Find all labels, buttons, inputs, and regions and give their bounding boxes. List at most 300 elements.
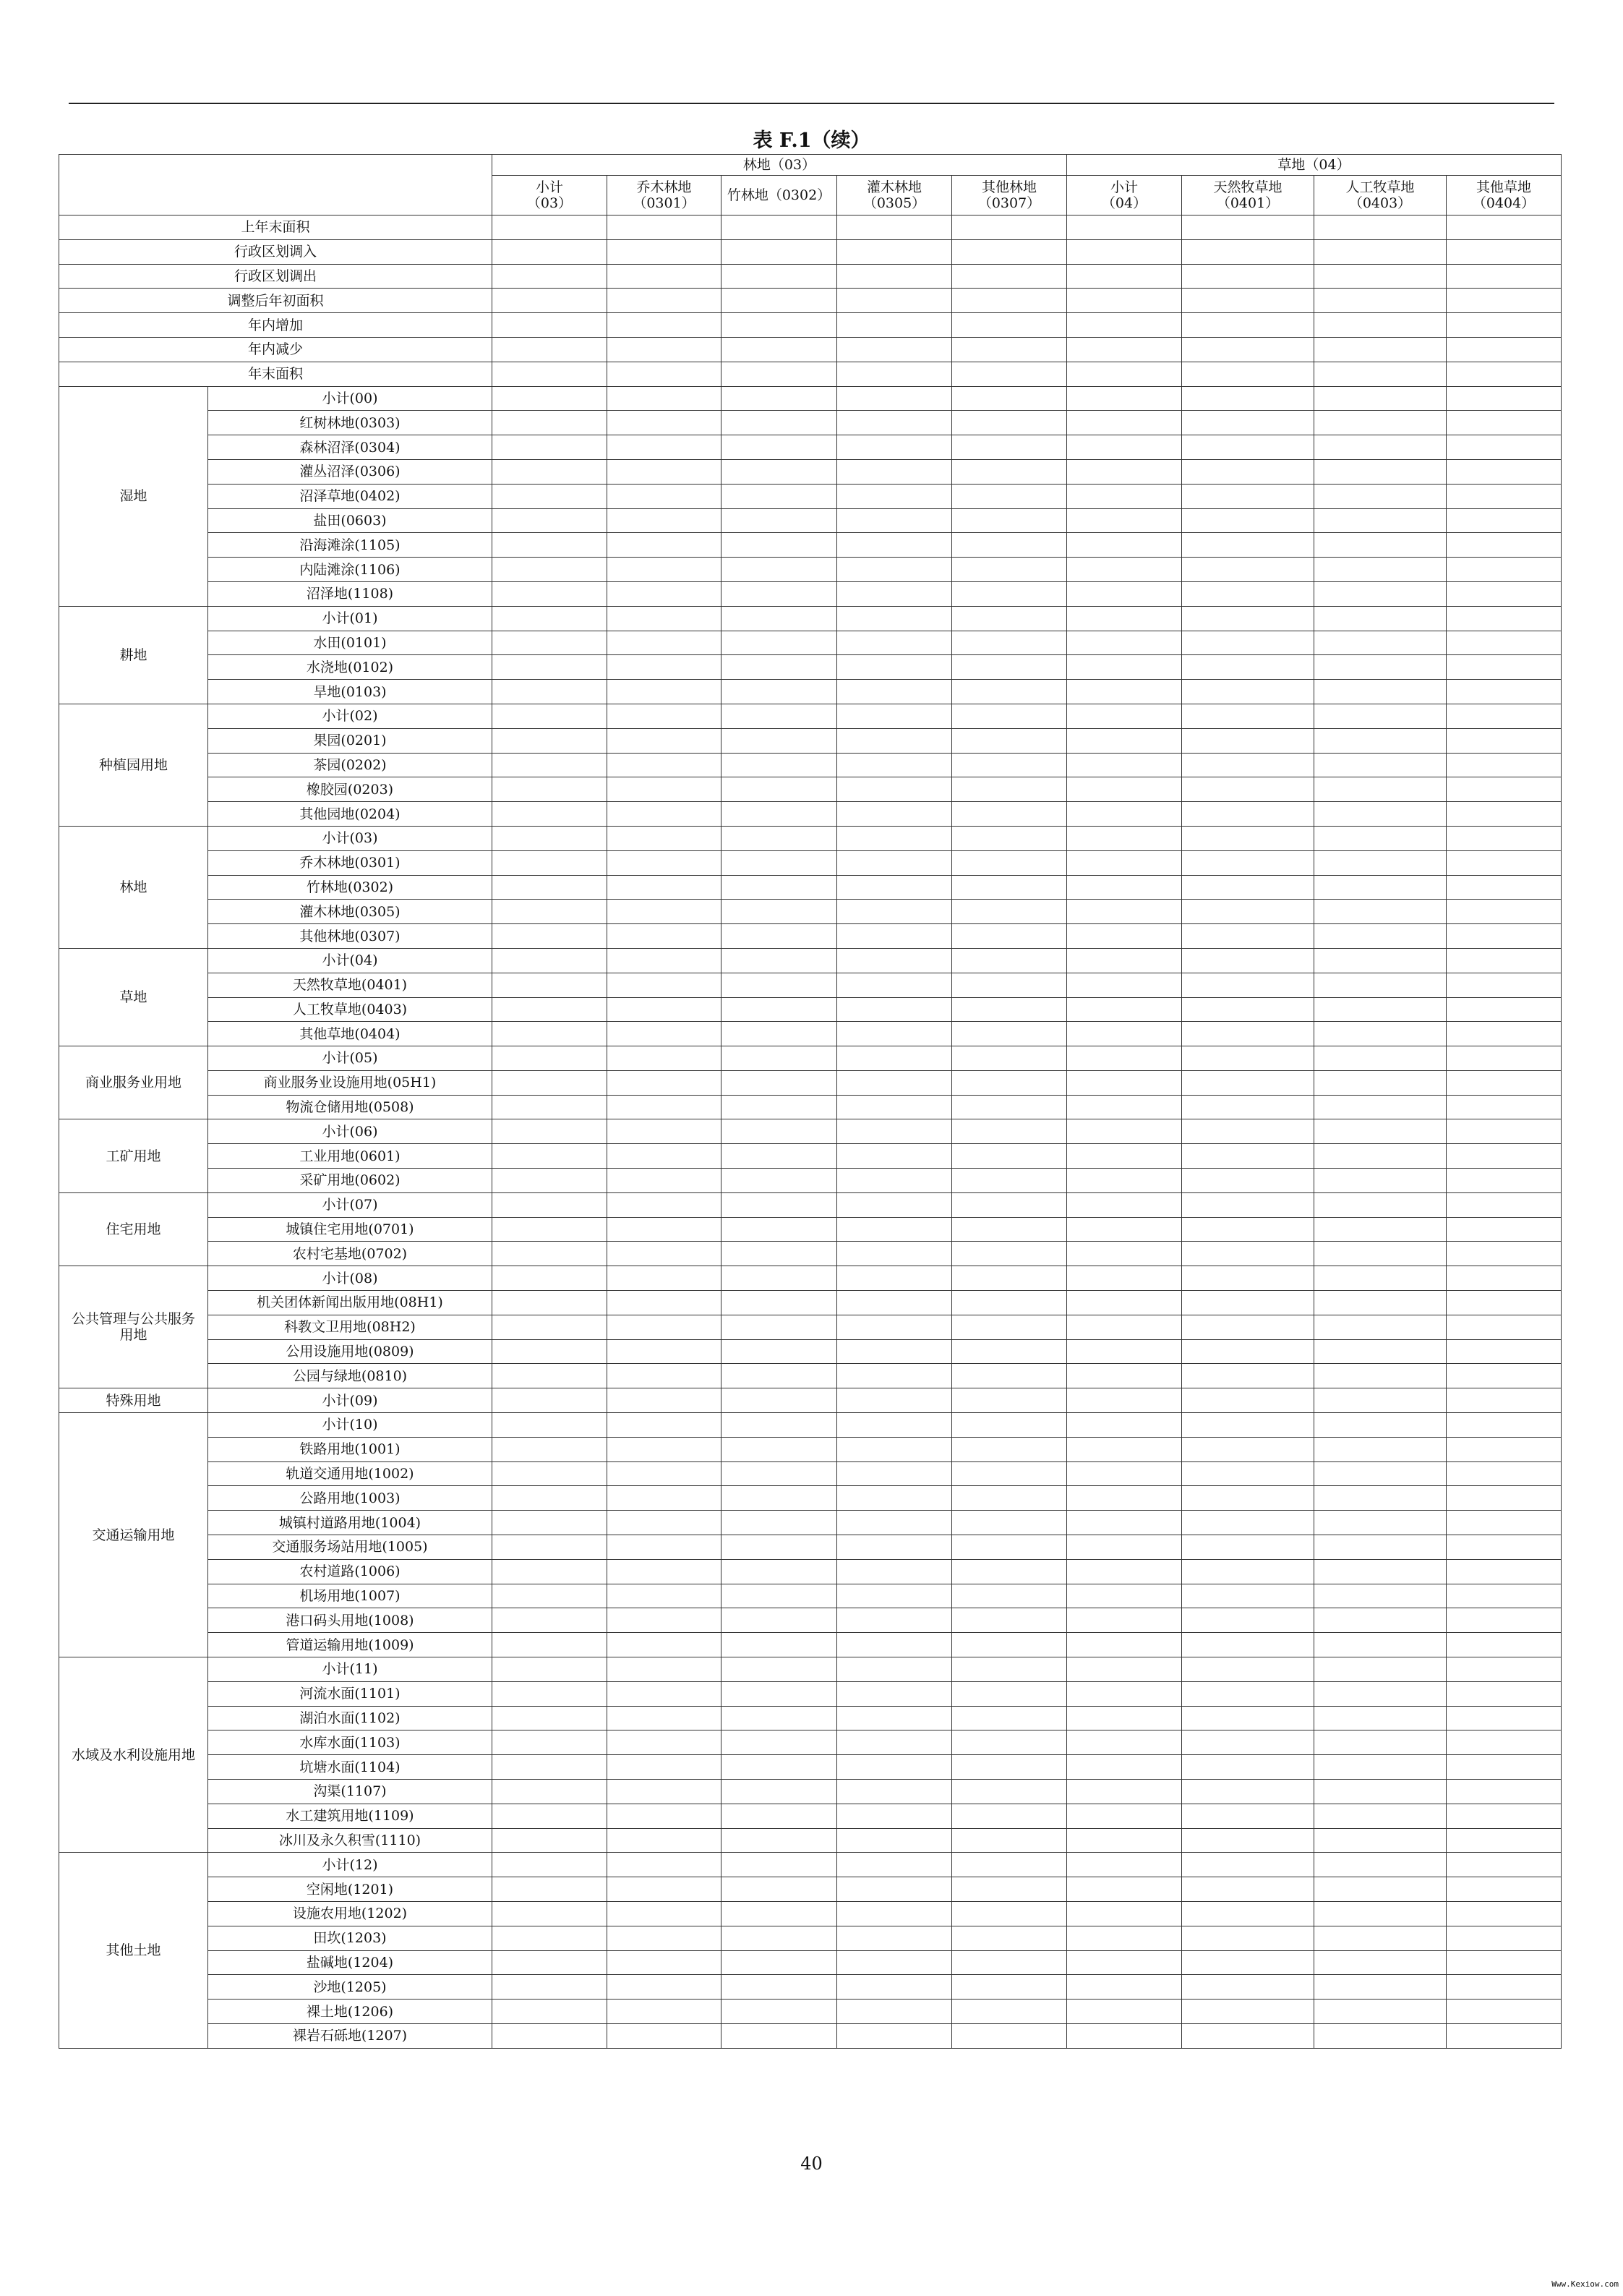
table-row	[59, 1535, 1562, 1560]
data-cell	[607, 1266, 721, 1291]
data-cell	[1447, 850, 1562, 875]
data-cell	[492, 1877, 607, 1902]
sub-item-label: 小计(04)	[208, 948, 492, 973]
data-cell	[952, 777, 1067, 802]
sub-item-label: 小计(06)	[208, 1119, 492, 1144]
sub-item-label: 铁路用地(1001)	[208, 1437, 492, 1461]
data-cell	[1314, 1217, 1447, 1242]
data-cell	[1447, 1437, 1562, 1461]
table-title: 表 F.1（续）	[753, 129, 870, 152]
data-cell	[1447, 1584, 1562, 1608]
data-cell	[1314, 1119, 1447, 1144]
data-cell	[952, 1242, 1067, 1266]
data-cell	[721, 655, 837, 680]
data-cell	[1447, 337, 1562, 362]
data-cell	[1314, 802, 1447, 827]
data-cell	[1314, 826, 1447, 850]
data-cell	[837, 533, 952, 558]
table-row	[59, 900, 1562, 924]
data-cell	[721, 239, 837, 264]
data-cell	[952, 289, 1067, 313]
data-cell	[1182, 1901, 1314, 1926]
table-row	[59, 1901, 1562, 1926]
data-cell	[721, 753, 837, 777]
column-header: 其他草地 （0404）	[1447, 176, 1562, 215]
data-cell	[1182, 1095, 1314, 1119]
data-cell	[837, 1926, 952, 1950]
data-cell	[607, 900, 721, 924]
data-cell	[1314, 558, 1447, 582]
data-cell	[492, 1095, 607, 1119]
table-row	[59, 1608, 1562, 1633]
data-cell	[1447, 1511, 1562, 1535]
data-cell	[607, 826, 721, 850]
data-cell	[607, 533, 721, 558]
data-cell	[952, 1437, 1067, 1461]
data-cell	[1447, 581, 1562, 606]
data-cell	[492, 1413, 607, 1438]
data-cell	[1182, 973, 1314, 997]
table-row	[59, 973, 1562, 997]
data-cell	[607, 1535, 721, 1560]
data-cell	[607, 1926, 721, 1950]
data-cell	[1447, 1315, 1562, 1339]
table-row	[59, 1192, 1562, 1217]
sub-item-label: 工业用地(0601)	[208, 1144, 492, 1169]
data-cell	[492, 1364, 607, 1388]
data-cell	[837, 704, 952, 728]
data-cell	[721, 508, 837, 533]
data-cell	[492, 606, 607, 631]
data-cell	[1314, 704, 1447, 728]
data-cell	[837, 362, 952, 386]
data-cell	[1314, 1266, 1447, 1291]
data-cell	[721, 1706, 837, 1730]
sub-item-label: 小计(12)	[208, 1853, 492, 1877]
data-cell	[837, 1169, 952, 1193]
data-cell	[721, 313, 837, 338]
sub-item-label: 城镇住宅用地(0701)	[208, 1217, 492, 1242]
data-cell	[1314, 631, 1447, 655]
data-cell	[1067, 948, 1182, 973]
data-cell	[492, 1584, 607, 1608]
column-header: 竹林地（0302）	[721, 176, 837, 215]
data-cell	[721, 533, 837, 558]
data-cell	[607, 777, 721, 802]
data-cell	[837, 1877, 952, 1902]
data-cell	[1314, 1437, 1447, 1461]
data-cell	[1447, 362, 1562, 386]
data-cell	[1447, 924, 1562, 949]
data-cell	[607, 1730, 721, 1755]
data-cell	[952, 1461, 1067, 1486]
data-cell	[1067, 1559, 1182, 1584]
data-cell	[1447, 606, 1562, 631]
data-cell	[1314, 1681, 1447, 1706]
sub-item-label: 河流水面(1101)	[208, 1681, 492, 1706]
land-use-table	[59, 154, 1562, 2049]
data-cell	[492, 362, 607, 386]
sub-item-label: 水田(0101)	[208, 631, 492, 655]
data-cell	[1067, 1730, 1182, 1755]
data-cell	[1314, 900, 1447, 924]
table-row	[59, 1217, 1562, 1242]
data-cell	[952, 1681, 1067, 1706]
category-label: 特殊用地	[59, 1388, 208, 1413]
data-cell	[1182, 850, 1314, 875]
data-cell	[837, 1657, 952, 1682]
data-cell	[1447, 753, 1562, 777]
data-cell	[952, 1511, 1067, 1535]
table-row	[59, 484, 1562, 508]
data-cell	[607, 1608, 721, 1633]
table-row	[59, 533, 1562, 558]
data-cell	[1067, 1950, 1182, 1975]
data-cell	[1067, 1486, 1182, 1511]
table-row	[59, 924, 1562, 949]
sub-item-label: 小计(09)	[208, 1388, 492, 1413]
data-cell	[492, 459, 607, 484]
sub-item-label: 设施农用地(1202)	[208, 1901, 492, 1926]
data-cell	[1182, 484, 1314, 508]
sub-item-label: 小计(03)	[208, 826, 492, 850]
sub-item-label: 城镇村道路用地(1004)	[208, 1511, 492, 1535]
table-row	[59, 1926, 1562, 1950]
sub-item-label: 灌丛沼泽(0306)	[208, 459, 492, 484]
data-cell	[1447, 1192, 1562, 1217]
data-cell	[837, 239, 952, 264]
data-cell	[492, 1144, 607, 1169]
table-row	[59, 728, 1562, 753]
data-cell	[721, 1339, 837, 1364]
data-cell	[1447, 508, 1562, 533]
data-cell	[1314, 1828, 1447, 1853]
data-cell	[837, 1437, 952, 1461]
data-cell	[837, 1242, 952, 1266]
data-cell	[1314, 948, 1447, 973]
data-cell	[607, 1975, 721, 2000]
data-cell	[721, 704, 837, 728]
data-cell	[721, 459, 837, 484]
data-cell	[837, 264, 952, 289]
data-cell	[952, 1828, 1067, 1853]
data-cell	[952, 558, 1067, 582]
data-cell	[1067, 362, 1182, 386]
column-header: 小计 （04）	[1067, 176, 1182, 215]
data-cell	[492, 2000, 607, 2024]
data-cell	[1447, 1461, 1562, 1486]
data-cell	[837, 1535, 952, 1560]
data-cell	[1067, 924, 1182, 949]
data-cell	[1314, 215, 1447, 240]
data-cell	[837, 753, 952, 777]
data-cell	[1447, 1657, 1562, 1682]
data-cell	[952, 215, 1067, 240]
data-cell	[1067, 1046, 1182, 1071]
data-cell	[1447, 459, 1562, 484]
sub-item-label: 红树林地(0303)	[208, 411, 492, 435]
data-cell	[607, 289, 721, 313]
data-cell	[837, 655, 952, 680]
sub-item-label: 交通服务场站用地(1005)	[208, 1535, 492, 1560]
data-cell	[492, 581, 607, 606]
data-cell	[607, 581, 721, 606]
data-cell	[1314, 1315, 1447, 1339]
sub-item-label: 沿海滩涂(1105)	[208, 533, 492, 558]
data-cell	[1067, 1608, 1182, 1633]
data-cell	[952, 1486, 1067, 1511]
sub-item-label: 沼泽地(1108)	[208, 581, 492, 606]
data-cell	[1067, 1755, 1182, 1780]
table-row	[59, 239, 1562, 264]
table-row	[59, 1022, 1562, 1046]
data-cell	[1314, 777, 1447, 802]
data-cell	[1067, 1388, 1182, 1413]
data-cell	[1447, 802, 1562, 827]
data-cell	[952, 484, 1067, 508]
table-row	[59, 289, 1562, 313]
data-cell	[1182, 606, 1314, 631]
table-row	[59, 435, 1562, 460]
sub-item-label: 竹林地(0302)	[208, 875, 492, 900]
data-cell	[721, 1315, 837, 1339]
data-cell	[1182, 1780, 1314, 1804]
data-cell	[1067, 1681, 1182, 1706]
data-cell	[607, 1804, 721, 1828]
data-cell	[607, 1780, 721, 1804]
data-cell	[607, 1584, 721, 1608]
data-cell	[721, 289, 837, 313]
table-row	[59, 386, 1562, 411]
data-cell	[1314, 753, 1447, 777]
data-cell	[837, 1608, 952, 1633]
data-cell	[1182, 1657, 1314, 1682]
data-cell	[1314, 1608, 1447, 1633]
data-cell	[837, 1192, 952, 1217]
data-cell	[492, 631, 607, 655]
data-cell	[1182, 1119, 1314, 1144]
sub-item-label: 公用设施用地(0809)	[208, 1339, 492, 1364]
data-cell	[492, 1657, 607, 1682]
data-cell	[837, 1975, 952, 2000]
data-cell	[607, 1388, 721, 1413]
data-cell	[721, 850, 837, 875]
data-cell	[1314, 239, 1447, 264]
data-cell	[1182, 1828, 1314, 1853]
data-cell	[1182, 753, 1314, 777]
data-cell	[492, 411, 607, 435]
data-cell	[1067, 1828, 1182, 1853]
data-cell	[837, 924, 952, 949]
table-row	[59, 1364, 1562, 1388]
data-cell	[1314, 1095, 1447, 1119]
data-cell	[1067, 777, 1182, 802]
table-row	[59, 558, 1562, 582]
data-cell	[1067, 581, 1182, 606]
table-row	[59, 850, 1562, 875]
table-row	[59, 777, 1562, 802]
data-cell	[721, 900, 837, 924]
data-cell	[607, 1461, 721, 1486]
data-cell	[492, 1608, 607, 1633]
data-cell	[837, 435, 952, 460]
data-cell	[607, 1364, 721, 1388]
table-row	[59, 1266, 1562, 1291]
data-cell	[1182, 1217, 1314, 1242]
data-cell	[492, 533, 607, 558]
data-cell	[1067, 1926, 1182, 1950]
table-row	[59, 753, 1562, 777]
data-cell	[607, 655, 721, 680]
data-cell	[721, 1853, 837, 1877]
data-cell	[837, 337, 952, 362]
sub-item-label: 沟渠(1107)	[208, 1780, 492, 1804]
sub-item-label: 小计(05)	[208, 1046, 492, 1071]
data-cell	[492, 997, 607, 1022]
data-cell	[837, 631, 952, 655]
data-cell	[1067, 655, 1182, 680]
data-cell	[1314, 1559, 1447, 1584]
data-cell	[492, 1046, 607, 1071]
data-cell	[721, 631, 837, 655]
table-row	[59, 1315, 1562, 1339]
data-cell	[952, 362, 1067, 386]
table-row	[59, 1559, 1562, 1584]
data-cell	[721, 1169, 837, 1193]
data-cell	[1447, 1413, 1562, 1438]
data-cell	[1447, 1291, 1562, 1315]
sub-item-label: 人工牧草地(0403)	[208, 997, 492, 1022]
sub-item-label: 旱地(0103)	[208, 680, 492, 704]
sub-item-label: 湖泊水面(1102)	[208, 1706, 492, 1730]
data-cell	[492, 875, 607, 900]
data-cell	[1182, 1364, 1314, 1388]
data-cell	[1182, 875, 1314, 900]
data-cell	[1447, 1144, 1562, 1169]
data-cell	[1067, 997, 1182, 1022]
data-cell	[1314, 581, 1447, 606]
data-cell	[607, 948, 721, 973]
sub-item-label: 采矿用地(0602)	[208, 1169, 492, 1193]
data-cell	[607, 1828, 721, 1853]
data-cell	[607, 1046, 721, 1071]
data-cell	[952, 1388, 1067, 1413]
data-cell	[837, 459, 952, 484]
category-label: 商业服务业用地	[59, 1046, 208, 1119]
data-cell	[837, 1633, 952, 1657]
category-label: 其他土地	[59, 1853, 208, 2048]
data-cell	[837, 1901, 952, 1926]
data-cell	[1182, 362, 1314, 386]
data-cell	[721, 264, 837, 289]
data-cell	[1447, 826, 1562, 850]
sub-item-label: 其他草地(0404)	[208, 1022, 492, 1046]
data-cell	[492, 1853, 607, 1877]
data-cell	[1067, 1584, 1182, 1608]
sub-item-label: 果园(0201)	[208, 728, 492, 753]
sub-item-label: 轨道交通用地(1002)	[208, 1461, 492, 1486]
data-cell	[1067, 1070, 1182, 1095]
data-cell	[1067, 411, 1182, 435]
data-cell	[837, 1388, 952, 1413]
data-cell	[607, 1315, 721, 1339]
data-cell	[607, 973, 721, 997]
table-row	[59, 655, 1562, 680]
data-cell	[607, 997, 721, 1022]
data-cell	[952, 459, 1067, 484]
data-cell	[1314, 411, 1447, 435]
data-cell	[1314, 362, 1447, 386]
data-cell	[1447, 1339, 1562, 1364]
data-cell	[1314, 655, 1447, 680]
data-cell	[607, 1755, 721, 1780]
data-cell	[952, 826, 1067, 850]
data-cell	[721, 386, 837, 411]
data-cell	[1314, 1169, 1447, 1193]
data-cell	[952, 1877, 1067, 1902]
data-cell	[492, 850, 607, 875]
data-cell	[837, 581, 952, 606]
table-row	[59, 2023, 1562, 2048]
sub-item-label: 物流仓储用地(0508)	[208, 1095, 492, 1119]
data-cell	[1067, 1119, 1182, 1144]
data-cell	[721, 435, 837, 460]
data-cell	[607, 924, 721, 949]
data-cell	[1447, 1901, 1562, 1926]
sub-item-label: 其他林地(0307)	[208, 924, 492, 949]
data-cell	[1447, 1266, 1562, 1291]
table-row	[59, 997, 1562, 1022]
data-cell	[607, 875, 721, 900]
data-cell	[1447, 1828, 1562, 1853]
data-cell	[1447, 1119, 1562, 1144]
column-header: 天然牧草地 （0401）	[1182, 176, 1314, 215]
table-row	[59, 1828, 1562, 1853]
data-cell	[1314, 1364, 1447, 1388]
data-cell	[607, 1070, 721, 1095]
data-cell	[1314, 1461, 1447, 1486]
data-cell	[1314, 1144, 1447, 1169]
data-cell	[837, 826, 952, 850]
data-cell	[1067, 680, 1182, 704]
data-cell	[492, 1119, 607, 1144]
data-cell	[1447, 631, 1562, 655]
table-row	[59, 1706, 1562, 1730]
data-cell	[1067, 826, 1182, 850]
category-label: 林地	[59, 826, 208, 948]
data-cell	[607, 484, 721, 508]
data-cell	[1447, 386, 1562, 411]
data-cell	[1067, 606, 1182, 631]
data-cell	[952, 386, 1067, 411]
data-cell	[1182, 1975, 1314, 2000]
data-cell	[721, 337, 837, 362]
data-cell	[837, 1461, 952, 1486]
data-cell	[837, 728, 952, 753]
data-cell	[1447, 1780, 1562, 1804]
data-cell	[721, 948, 837, 973]
sub-item-label: 小计(01)	[208, 606, 492, 631]
data-cell	[952, 1706, 1067, 1730]
data-cell	[607, 337, 721, 362]
data-cell	[721, 1388, 837, 1413]
data-cell	[1447, 728, 1562, 753]
data-cell	[607, 508, 721, 533]
data-cell	[1067, 900, 1182, 924]
row-label: 年内增加	[59, 313, 492, 338]
data-cell	[721, 1559, 837, 1584]
data-cell	[1067, 459, 1182, 484]
